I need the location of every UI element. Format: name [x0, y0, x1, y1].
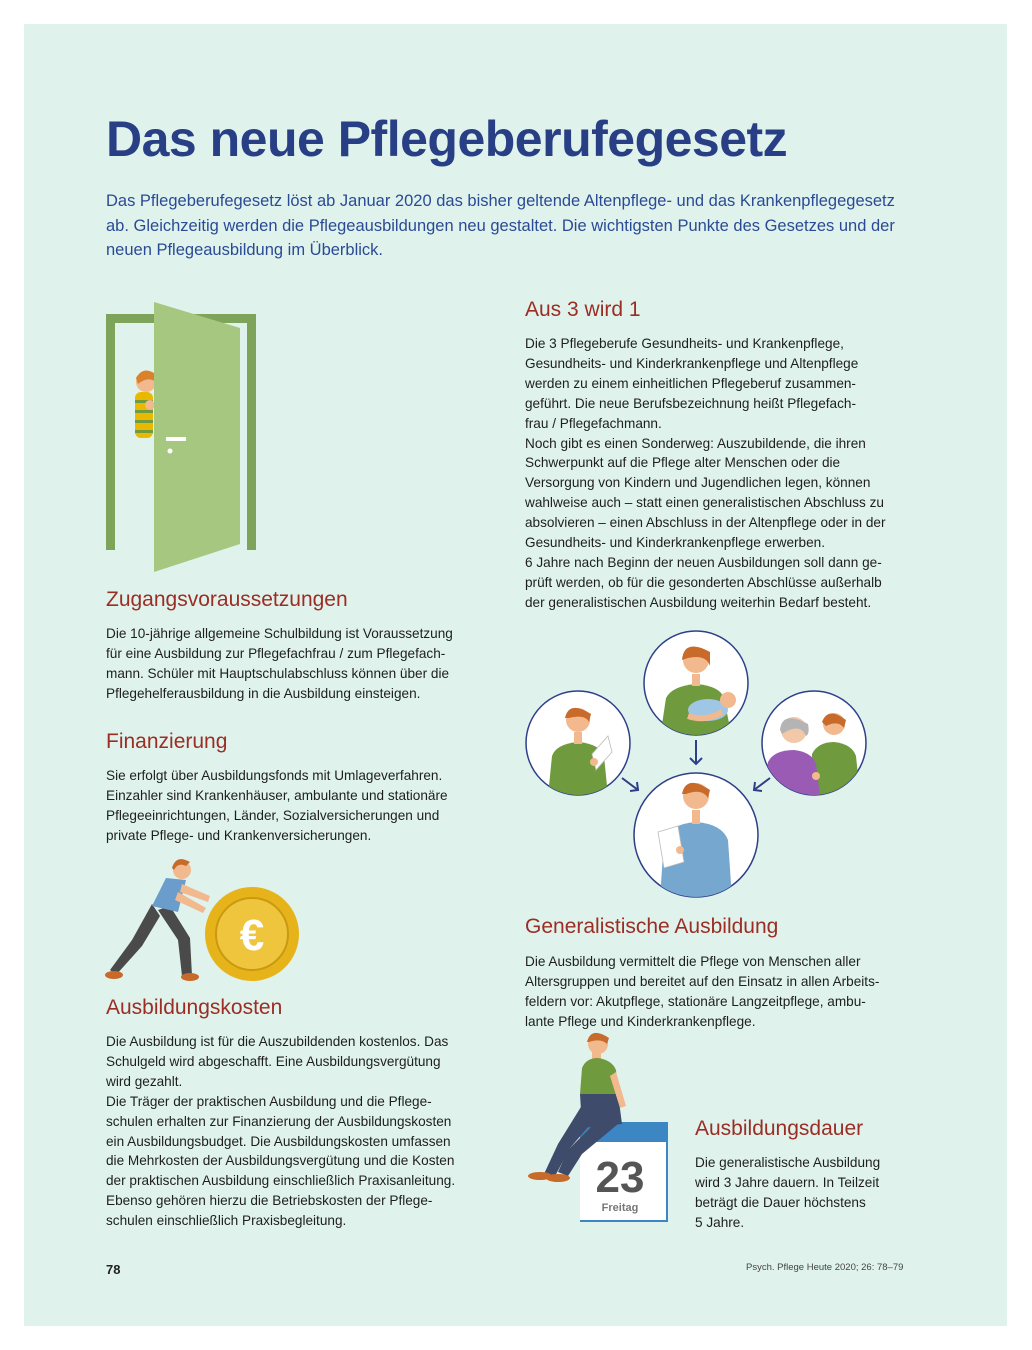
text-line: beträgt die Dauer höchstens: [695, 1194, 866, 1210]
text-line: Die generalistische Ausbildung: [695, 1155, 881, 1170]
text-line: Noch gibt es einen Sonderweg: Auszubildende, die ihren: [525, 435, 866, 451]
text-line: Gesundheits- und Kinderkrankenpflege erwerben.: [525, 535, 826, 551]
text-line: wird gezahlt.: [106, 1073, 183, 1089]
heading-ausbildungsdauer: Ausbildungsdauer: [695, 1117, 864, 1140]
text-line: Die 10-jährige allgemeine Schulbildung ist Voraussetzung: [106, 626, 453, 641]
text-line: schulen einschließlich Praxisbegleitung.: [106, 1213, 347, 1229]
text-line: prüft werden, ob für die gesonderten Abschlüsse außerhalb: [525, 574, 882, 590]
text-line: wahlweise auch – statt einen generalistischen Abschluss zu: [525, 495, 884, 511]
text-line: Altersgruppen und bereitet auf den Einsatz in allen Arbeits-: [525, 973, 880, 989]
text-line: Die 3 Pflegeberufe Gesundheits- und Krankenpflege,: [525, 336, 844, 351]
text-line: ein Ausbildungsbudget. Die Ausbildungskosten umfassen: [106, 1133, 451, 1149]
text-line: geführt. Die neue Berufsbezeichnung heißt Pflegefach-: [525, 395, 856, 411]
text-line: absolvieren – einen Abschluss in der Altenpflege oder in der: [525, 515, 886, 531]
text-line: der generalistischen Ausbildung weiterhin Bedarf besteht.: [525, 594, 872, 610]
heading-zugangsvoraussetzungen: Zugangsvoraussetzungen: [106, 588, 348, 611]
citation: Psych. Pflege Heute 2020; 26: 78–79: [746, 1262, 904, 1273]
euro-symbol: €: [239, 911, 265, 960]
coin-pushing-illustration: [102, 858, 302, 984]
text-line: Einzahler sind Krankenhäuser, ambulante und stationäre: [106, 787, 448, 803]
text-line: feldern vor: Akutpflege, stationäre Langzeitpflege, ambu-: [525, 993, 866, 1009]
text-line: schulen erhalten zur Finanzierung der Ausbildungskosten: [106, 1113, 452, 1129]
text-line: lante Pflege und Kinderkrankenpflege.: [525, 1013, 756, 1029]
text-line: die Mehrkosten der Ausbildungsvergütung und die Kosten: [106, 1153, 455, 1169]
text-line: Gesundheits- und Kinderkrankenpflege und Altenpflege: [525, 355, 859, 371]
calendar-day: 23: [595, 1153, 645, 1202]
intro-line: Das Pflegeberufegesetz löst ab Januar 2020 das bisher geltende Altenpflege- und das Krankenpflegegesetz: [106, 192, 895, 210]
text-line: für eine Ausbildung zur Pflegefachfrau / zum Pflegefach-: [106, 645, 446, 661]
text-line: mann. Schüler mit Hauptschulabschluss können über die: [106, 665, 450, 681]
intro-line: neuen Pflegeausbildung im Überblick.: [106, 241, 384, 259]
text-generalistische-ausbildung: [525, 952, 879, 1032]
intro-paragraph: [106, 189, 906, 263]
text-line: Pflegeeinrichtungen, Länder, Sozialversicherungen und: [106, 807, 440, 823]
text-line: Sie erfolgt über Ausbildungsfonds mit Umlageverfahren.: [106, 768, 443, 783]
calendar-illustration: [522, 1032, 672, 1224]
text-line: der praktischen Ausbildung einschließlich Praxisanleitung.: [106, 1173, 456, 1189]
care-professions-diagram: [520, 626, 900, 900]
text-ausbildungsdauer: [695, 1153, 880, 1233]
text-line: Die Ausbildung vermittelt die Pflege von Menschen aller: [525, 954, 861, 969]
text-line: 6 Jahre nach Beginn der neuen Ausbildungen soll dann ge-: [525, 554, 882, 570]
text-line: Die Ausbildung ist für die Auszubildenden kostenlos. Das: [106, 1034, 449, 1049]
calendar-weekday: Freitag: [601, 1202, 639, 1214]
text-line: Pflegehelferausbildung in die Ausbildung einsteigen.: [106, 685, 421, 701]
text-line: frau / Pflegefachmann.: [525, 415, 662, 431]
heading-aus-3-wird-1: Aus 3 wird 1: [525, 298, 641, 321]
text-zugangsvoraussetzungen: [106, 624, 453, 704]
text-line: Die Träger der praktischen Ausbildung und die Pflege-: [106, 1093, 432, 1109]
door-illustration: [104, 300, 260, 576]
page-title: Das neue Pflegeberufegesetz: [106, 111, 788, 167]
page-number: 78: [106, 1262, 121, 1277]
heading-finanzierung: Finanzierung: [106, 730, 228, 753]
text-line: werden zu einem einheitlichen Pflegeberuf zusammen-: [525, 375, 856, 391]
intro-line: ab. Gleichzeitig werden die Pflegeausbildungen neu gestaltet. Die wichtigsten Punkte des Gesetzes und der: [106, 216, 895, 235]
text-aus-3-wird-1: [525, 334, 885, 613]
text-line: Versorgung von Kindern und Jugendlichen legen, können: [525, 475, 871, 491]
text-line: Schwerpunkt auf die Pflege alter Menschen oder die: [525, 455, 841, 471]
text-line: wird 3 Jahre dauern. In Teilzeit: [695, 1174, 880, 1190]
text-finanzierung: [106, 766, 448, 846]
text-line: private Pflege- und Krankenversicherungen.: [106, 827, 372, 843]
text-ausbildungskosten: [106, 1032, 455, 1231]
heading-ausbildungskosten: Ausbildungskosten: [106, 996, 283, 1019]
text-line: 5 Jahre.: [695, 1214, 745, 1230]
heading-generalistische-ausbildung: Generalistische Ausbildung: [525, 915, 779, 938]
text-line: Schulgeld wird abgeschafft. Eine Ausbildungsvergütung: [106, 1053, 441, 1069]
text-line: Ebenso gehören hierzu die Betriebskosten der Pflege-: [106, 1193, 433, 1209]
